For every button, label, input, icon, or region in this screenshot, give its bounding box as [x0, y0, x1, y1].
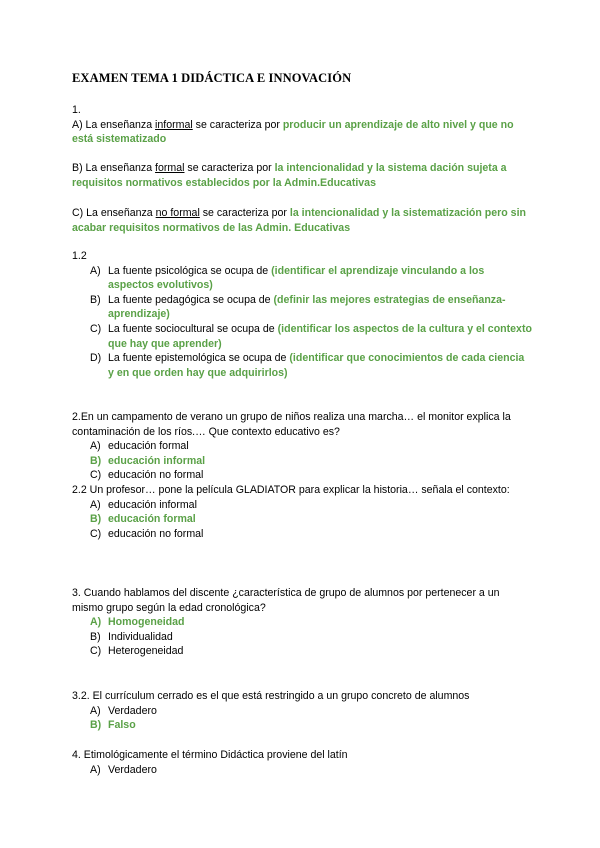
option-letter: C) [90, 527, 102, 540]
question-text: 4. Etimológicamente el término Didáctica proviene del latín [72, 749, 348, 761]
option-letter: C) [90, 645, 102, 658]
question-number: 1. [72, 104, 81, 116]
option-text: educación no formal [108, 527, 204, 540]
answer-text: (identificar el aprendizaje vinculando a los aspectos evolutivos) [108, 264, 485, 292]
option-letter: B) [90, 630, 101, 643]
underlined-term: informal [155, 118, 193, 131]
option-text: educación informal [108, 498, 197, 511]
list-item-correct [72, 718, 532, 733]
list-item [72, 439, 532, 454]
option-letter: B) [90, 293, 101, 306]
list-item [72, 468, 532, 483]
list-item [72, 527, 532, 542]
question-3-2 [72, 689, 532, 733]
option-letter: A) [90, 616, 102, 629]
option-text: educación formal [108, 440, 189, 453]
options-list [72, 615, 532, 659]
option-text: Verdadero [108, 704, 157, 717]
question-text: 2.En un campamento de verano un grupo de niños realiza una marcha… el monitor explica la contaminación de los ríos.… Que contexto educativo es? [72, 411, 511, 438]
option-text: Falso [108, 719, 136, 732]
list-item-correct [72, 454, 532, 469]
option-text: Individualidad [108, 630, 173, 643]
option-letter: A) [90, 704, 101, 717]
options-list [72, 498, 532, 542]
option-letter: A) [90, 763, 101, 776]
question-2 [72, 410, 532, 541]
answer-text: la intencionalidad y la sistema dación sujeta a requisitos normativos establecidos por la Admin.Educativas [72, 162, 507, 189]
answer-text: (definir las mejores estrategias de enseñanza-aprendizaje) [108, 293, 506, 321]
question-3 [72, 586, 532, 659]
list-item [72, 293, 532, 322]
list-item [72, 630, 532, 645]
list-item [72, 322, 532, 351]
question-4 [72, 748, 532, 777]
options-list [72, 264, 532, 381]
list-item-correct [72, 615, 532, 630]
statement-text: C) La enseñanza [72, 207, 156, 219]
option-text: La fuente psicológica se ocupa de [108, 264, 272, 277]
statement-text: B) La enseñanza [72, 162, 156, 174]
option-text: Heterogeneidad [108, 645, 184, 658]
list-item-correct [72, 512, 532, 527]
question-text: 2.2 Un profesor… pone la película GLADIATOR para explicar la historia… señala el contexto: [72, 483, 510, 496]
options-list [72, 439, 532, 483]
statement-text: A) La enseñanza [72, 118, 156, 131]
option-text: La fuente pedagógica se ocupa de [108, 293, 274, 306]
statement-text: se caracteriza por [199, 207, 290, 219]
answer-text: (identificar los aspectos de la cultura y el contexto que hay que aprender) [108, 322, 532, 350]
option-text: La fuente epistemológica se ocupa de [108, 352, 290, 365]
option-letter: B) [90, 454, 102, 467]
option-letter: B) [90, 719, 102, 732]
option-text: Verdadero [108, 763, 157, 776]
answer-text: (identificar que conocimientos de cada ciencia y en que orden hay que adquirirlos) [108, 352, 525, 379]
underlined-term: formal [155, 162, 185, 174]
statement-text: se caracteriza por [184, 162, 275, 174]
option-text: educación formal [108, 513, 196, 526]
option-letter: B) [90, 513, 102, 526]
question-1 [72, 103, 532, 147]
options-list [72, 763, 532, 778]
option-letter: A) [90, 498, 101, 511]
statement-c [72, 206, 532, 235]
answer-text: producir un aprendizaje de alto nivel y que no está sistematizado [72, 118, 514, 146]
options-list [72, 704, 532, 733]
list-item [72, 644, 532, 659]
answer-text: la intencionalidad y la sistematización pero sin acabar requisitos normativos de las Admin. Educativas [72, 207, 526, 234]
option-text: Homogeneidad [108, 616, 185, 629]
list-item [72, 498, 532, 513]
question-number: 1.2 [72, 250, 87, 262]
page-title: EXAMEN TEMA 1 DIDÁCTICA E INNOVACIÓN [72, 71, 352, 85]
list-item [72, 264, 532, 293]
question-1-2 [72, 249, 532, 380]
statement-text: se caracteriza por [192, 118, 283, 131]
question-text: 3. Cuando hablamos del discente ¿característica de grupo de alumnos por pertenecer a un mismo grupo según la edad cronológica? [72, 587, 500, 614]
statement-a [72, 118, 532, 147]
option-letter: A) [90, 440, 101, 453]
option-letter: C) [90, 469, 102, 482]
option-text: educación informal [108, 454, 206, 467]
list-item [72, 351, 532, 380]
question-text: 3.2. El currículum cerrado es el que está restringido a un grupo concreto de alumnos [72, 690, 470, 702]
option-letter: D) [90, 352, 102, 365]
list-item [72, 763, 532, 778]
option-text: La fuente sociocultural se ocupa de [108, 322, 278, 335]
option-text: educación no formal [108, 469, 204, 482]
statement-b [72, 161, 532, 190]
underlined-term: no formal [155, 207, 200, 219]
list-item [72, 704, 532, 719]
option-letter: C) [90, 322, 102, 335]
option-letter: A) [90, 264, 101, 277]
